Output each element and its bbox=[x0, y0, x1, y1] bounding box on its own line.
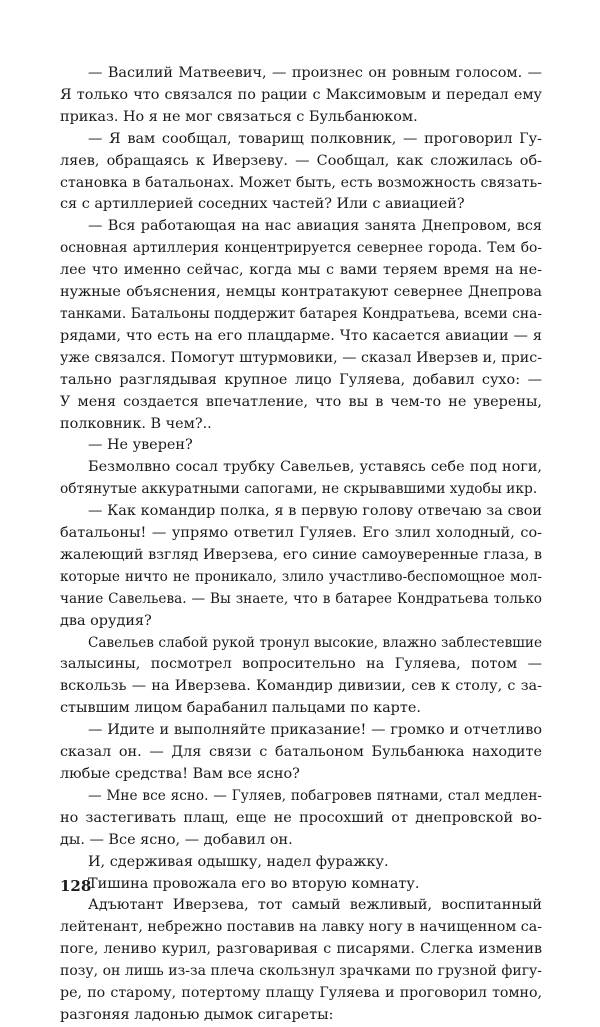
text-line: тально разглядывая крупное лицо Гуляева, добавил сухо: — bbox=[60, 371, 542, 388]
text-line: Савельев слабой рукой тронул высокие, влажно заблестевшие bbox=[88, 634, 542, 651]
page-number: 128 bbox=[60, 877, 92, 895]
text-line: — Василий Матвеевич, — произнес он ровным голосом. — bbox=[88, 65, 542, 81]
text-line: но застегивать плащ, еще не просохший от днепровской во- bbox=[60, 809, 542, 826]
text-line: обтянутые аккуратными сапогами, не скрывавшими худобы икр. bbox=[60, 481, 538, 498]
text-line: — Мне все ясно. — Гуляев, побагровев пятнами, стал медлен- bbox=[88, 787, 542, 804]
text-line: любые средства! Вам все ясно? bbox=[60, 766, 300, 782]
text-line: — Я вам сообщал, товарищ полковник, — проговорил Гу- bbox=[88, 130, 542, 147]
text-line: И, сдерживая одышку, надел фуражку. bbox=[88, 853, 389, 870]
text-line: полковник. В чем?.. bbox=[60, 415, 212, 432]
text-line: — Не уверен? bbox=[88, 437, 193, 454]
text-line: основная артиллерия концентрируется севернее города. Тем бо- bbox=[60, 240, 542, 257]
text-line: сказал он. — Для связи с батальоном Бульбанюка находите bbox=[60, 744, 542, 761]
text-line: позу, он лишь из-за плеча скользнул зрачками по грузной фигу- bbox=[60, 963, 542, 980]
text-line: — Как командир полка, я в первую голову отвечаю за свои bbox=[88, 503, 542, 520]
text-line: приказ. Но я не мог связаться с Бульбанюком. bbox=[60, 108, 418, 125]
text-line: залысины, посмотрел вопросительно на Гуляева, потом — bbox=[60, 656, 542, 673]
text-line: Адъютант Иверзева, тот самый вежливый, воспитанный bbox=[88, 897, 542, 914]
text-line: стывшим лицом барабанил пальцами по карте. bbox=[60, 700, 421, 717]
text-line: лейтенант, небрежно поставив на лавку ногу в начищенном са- bbox=[60, 919, 542, 936]
text-line: Тишина провожала его во вторую комнату. bbox=[88, 875, 420, 892]
text-line: поге, лениво курил, разговаривая с писарями. Слегка изменив bbox=[60, 941, 542, 958]
text-line: ре, по старому, потертому плащу Гуляева и проговорил томно, bbox=[60, 985, 542, 1002]
page-body bbox=[60, 63, 542, 1027]
text-line: становка в батальонах. Может быть, есть возможность связать- bbox=[60, 174, 542, 191]
text-line: ся с артиллерией соседних частей? Или с авиацией? bbox=[60, 196, 465, 213]
text-line: ляев, обращаясь к Иверзеву. — Сообщал, как сложилась об- bbox=[60, 152, 542, 169]
text-line: батальоны! — упрямо ответил Гуляев. Его злил холодный, со- bbox=[60, 525, 542, 542]
text-line: которые ничто не проникало, злило участливо-беспомощное мол- bbox=[60, 568, 542, 585]
text-line: нужные объяснения, немцы контратакуют севернее Днепрова bbox=[60, 284, 542, 301]
text-line: вскользь — на Иверзева. Командир дивизии, сев к столу, с за- bbox=[60, 678, 542, 695]
text-line: жалеющий взгляд Иверзева, его синие самоуверенные глаза, в bbox=[60, 546, 542, 563]
text-line: лее что именно сейчас, когда мы с вами теряем время на не- bbox=[60, 262, 542, 279]
text-line: ды. — Все ясно, — добавил он. bbox=[60, 831, 293, 848]
text-line: рядами, что есть на его плацдарме. Что касается авиации — я bbox=[60, 327, 542, 344]
text-line: чание Савельева. — Вы знаете, что в батарее Кондратьева только bbox=[60, 590, 542, 607]
text-line: танками. Батальоны поддержит батарея Кондратьева, всеми сна- bbox=[60, 305, 542, 322]
body-text bbox=[60, 63, 542, 1027]
text-line: два орудия? bbox=[60, 612, 152, 629]
text-line: — Идите и выполняйте приказание! — громко и отчетливо bbox=[88, 722, 542, 739]
text-line: Безмолвно сосал трубку Савельев, уставясь себе под ноги, bbox=[88, 459, 542, 476]
text-line: уже связался. Помогут штурмовики, — сказал Иверзев и, прис- bbox=[60, 349, 542, 366]
text-line: разгоняя ладонью дымок сигареты: bbox=[60, 1006, 334, 1023]
text-line: Я только что связался по рации с Максимовым и передал ему bbox=[60, 86, 542, 103]
text-line: У меня создается впечатление, что вы в чем-то не уверены, bbox=[60, 393, 542, 410]
text-line: — Вся работающая на нас авиация занята Днепровом, вся bbox=[88, 218, 542, 235]
